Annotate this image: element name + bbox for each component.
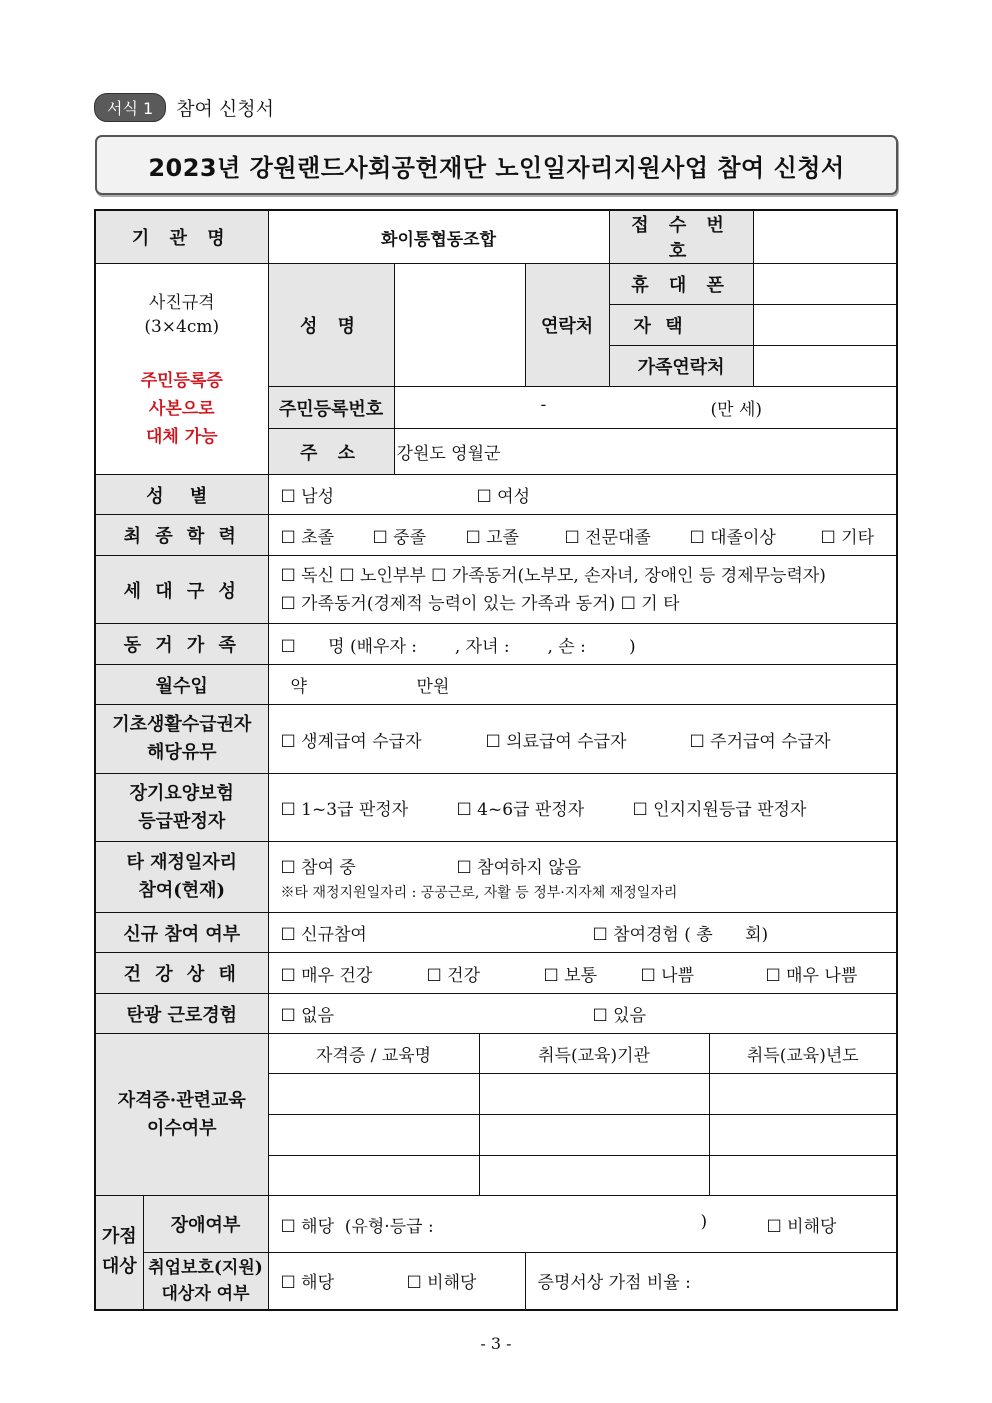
- new-participation-options: [268, 913, 897, 953]
- medical-benefit-checkbox[interactable]: ☐ 의료급여 수급자: [485, 731, 627, 752]
- mining-label: 탄광 근로경험: [95, 994, 268, 1034]
- home-phone-label: 자 택: [609, 305, 753, 346]
- ltc-grade-4-6-checkbox[interactable]: ☐ 4~6급 판정자: [456, 800, 585, 820]
- cert-name-cell[interactable]: [268, 1115, 479, 1156]
- new-participant-checkbox[interactable]: ☐ 신규참여: [280, 925, 367, 945]
- cert-name-cell[interactable]: [268, 1156, 479, 1196]
- age-field: (만 세): [710, 400, 763, 420]
- photo-size-dim: (3×4cm): [144, 316, 220, 337]
- cert-col-institution: 취득(교육)기관: [479, 1034, 709, 1074]
- income-unit: 만원: [416, 677, 450, 697]
- name-label: 성 명: [268, 264, 394, 387]
- mining-yes-checkbox[interactable]: ☐ 있음: [592, 1006, 647, 1026]
- name-field[interactable]: [394, 264, 525, 387]
- other-job-note: ※타 재정지원일자리 : 공공근로, 자활 등 정부·지자체 재정일자리: [280, 884, 678, 901]
- housing-benefit-checkbox[interactable]: ☐ 주거급여 수급자: [689, 731, 831, 752]
- rrn-field[interactable]: [394, 387, 897, 429]
- health-options: [268, 953, 897, 994]
- disability-label: 장애여부: [143, 1196, 268, 1253]
- rrn-dash: -: [540, 395, 547, 415]
- ltc-cognitive-checkbox[interactable]: ☐ 인지지원등급 판정자: [632, 800, 807, 820]
- disability-yes-checkbox[interactable]: ☐ 해당 (유형·등급 :: [280, 1216, 434, 1237]
- cert-col-year: 취득(교육)년도: [709, 1034, 897, 1074]
- cert-name-cell[interactable]: [268, 1074, 479, 1115]
- bonus-label-2: 대상: [101, 1256, 137, 1278]
- family-contact-label: 가족연락처: [609, 346, 753, 387]
- photo-size-label: 사진규격: [148, 292, 215, 313]
- form-label: [94, 93, 274, 122]
- other-job-no-checkbox[interactable]: ☐ 참여하지 않음: [456, 857, 582, 878]
- disability-close-paren: ): [700, 1211, 708, 1232]
- livelihood-benefit-checkbox[interactable]: ☐ 생계급여 수급자: [280, 731, 422, 752]
- cert-year-cell[interactable]: [709, 1156, 897, 1196]
- cert-institution-cell[interactable]: [479, 1156, 709, 1196]
- family-contact-field[interactable]: [753, 346, 897, 387]
- edu-university-checkbox[interactable]: ☐ 대졸이상: [689, 527, 776, 548]
- cert-label: [95, 1034, 268, 1196]
- household-options[interactable]: [268, 556, 897, 624]
- health-very-good-checkbox[interactable]: ☐ 매우 건강: [280, 965, 373, 986]
- employment-support-label-2: 대상자 여부: [161, 1283, 250, 1304]
- edu-middle-checkbox[interactable]: ☐ 중졸: [372, 527, 427, 548]
- ltc-label-1: 장기요양보험: [129, 782, 234, 804]
- employment-yes-checkbox[interactable]: ☐ 해당: [280, 1273, 335, 1294]
- gender-female-checkbox[interactable]: ☐ 여성: [476, 487, 531, 507]
- cert-col-name: 자격증 / 교육명: [268, 1034, 479, 1074]
- gender-male-checkbox[interactable]: ☐ 남성: [280, 487, 335, 507]
- basic-living-options: [268, 705, 897, 774]
- income-field[interactable]: [268, 665, 897, 705]
- cert-institution-cell[interactable]: [479, 1074, 709, 1115]
- cohabiting-field[interactable]: ☐ 명 (배우자 : , 자녀 : , 손 : ): [268, 624, 897, 665]
- employment-support-label-1: 취업보호(지원): [148, 1257, 263, 1278]
- household-label: 세 대 구 성: [95, 556, 268, 624]
- employment-no-checkbox[interactable]: ☐ 비해당: [406, 1273, 477, 1294]
- bonus-ratio-field[interactable]: 증명서상 가점 비율 :: [525, 1253, 897, 1310]
- employment-support-label: [143, 1253, 268, 1310]
- education-label: 최 종 학 력: [95, 515, 268, 556]
- basic-living-label-2: 해당유무: [146, 742, 217, 763]
- health-good-checkbox[interactable]: ☐ 건강: [426, 965, 481, 986]
- ltc-grade-1-3-checkbox[interactable]: ☐ 1~3급 판정자: [280, 800, 409, 820]
- household-line-1: ☐ 독신 ☐ 노인부부 ☐ 가족동거(노부모, 손자녀, 장애인 등 경제무능력자): [280, 565, 826, 586]
- cert-label-2: 이수여부: [146, 1117, 217, 1139]
- basic-living-label-1: 기초생활수급권자: [112, 714, 252, 735]
- income-prefix: 약: [290, 677, 307, 697]
- health-very-bad-checkbox[interactable]: ☐ 매우 나쁨: [765, 965, 858, 986]
- education-options: [268, 515, 897, 556]
- edu-college-checkbox[interactable]: ☐ 전문대졸: [564, 527, 651, 548]
- mobile-label: 휴 대 폰: [609, 264, 753, 305]
- other-job-label: [95, 842, 268, 913]
- mining-no-checkbox[interactable]: ☐ 없음: [280, 1006, 335, 1026]
- edu-elementary-checkbox[interactable]: ☐ 초졸: [280, 527, 335, 548]
- health-normal-checkbox[interactable]: ☐ 보통: [543, 965, 598, 986]
- household-line-2: ☐ 가족동거(경제적 능력이 있는 가족과 동거) ☐ 기 타: [280, 593, 680, 614]
- edu-high-checkbox[interactable]: ☐ 고졸: [465, 527, 520, 548]
- disability-options: [268, 1196, 897, 1253]
- photo-note-1: 주민등록증: [140, 370, 223, 391]
- gender-options: [268, 475, 897, 515]
- photo-note-3: 대체 가능: [145, 426, 218, 447]
- bonus-label-1: 가점: [101, 1226, 137, 1248]
- ltc-options: [268, 774, 897, 842]
- photo-area[interactable]: [95, 264, 268, 475]
- ltc-label: [95, 774, 268, 842]
- rrn-label: 주민등록번호: [268, 387, 394, 429]
- other-job-label-1: 타 재정일자리: [126, 852, 238, 873]
- mobile-field[interactable]: [753, 264, 897, 305]
- cert-institution-cell[interactable]: [479, 1115, 709, 1156]
- contact-label: 연락처: [525, 264, 609, 387]
- new-participation-label: 신규 참여 여부: [95, 913, 268, 953]
- disability-no-checkbox[interactable]: ☐ 비해당: [766, 1216, 837, 1237]
- receipt-number-label: 접 수 번 호: [609, 210, 753, 264]
- health-label: 건 강 상 태: [95, 953, 268, 994]
- other-job-label-2: 참여(현재): [138, 880, 226, 901]
- form-label-text: 참여 신청서: [176, 98, 274, 120]
- income-label: 월수입: [95, 665, 268, 705]
- form-number-badge: 서식 1: [94, 93, 166, 122]
- address-field[interactable]: 강원도 영월군: [394, 429, 897, 475]
- prior-experience-checkbox[interactable]: ☐ 참여경험 ( 총 회): [592, 925, 769, 945]
- mining-options: [268, 994, 897, 1034]
- org-value: 화이통협동조합: [268, 210, 609, 264]
- gender-label: 성 별: [95, 475, 268, 515]
- home-phone-field[interactable]: [753, 305, 897, 346]
- other-job-options: [268, 842, 897, 913]
- bonus-label: [95, 1196, 143, 1310]
- cert-label-1: 자격증·관련교육: [117, 1089, 246, 1111]
- edu-other-checkbox[interactable]: ☐ 기타: [820, 527, 875, 548]
- other-job-yes-checkbox[interactable]: ☐ 참여 중: [280, 857, 356, 878]
- cohabiting-label: 동 거 가 족: [95, 624, 268, 665]
- health-bad-checkbox[interactable]: ☐ 나쁨: [640, 965, 695, 986]
- page-number: - 3 -: [480, 1334, 512, 1353]
- application-form-table: [94, 209, 898, 1311]
- receipt-number-field[interactable]: [753, 210, 897, 264]
- cert-year-cell[interactable]: [709, 1074, 897, 1115]
- ltc-label-2: 등급판정자: [138, 810, 226, 832]
- document-title: 2023년 강원랜드사회공헌재단 노인일자리지원사업 참여 신청서: [95, 135, 898, 195]
- basic-living-label: [95, 705, 268, 774]
- photo-note-2: 사본으로: [148, 398, 215, 419]
- employment-support-options: [268, 1253, 525, 1310]
- org-label: 기 관 명: [95, 210, 268, 264]
- cert-year-cell[interactable]: [709, 1115, 897, 1156]
- address-label: 주 소: [268, 429, 394, 475]
